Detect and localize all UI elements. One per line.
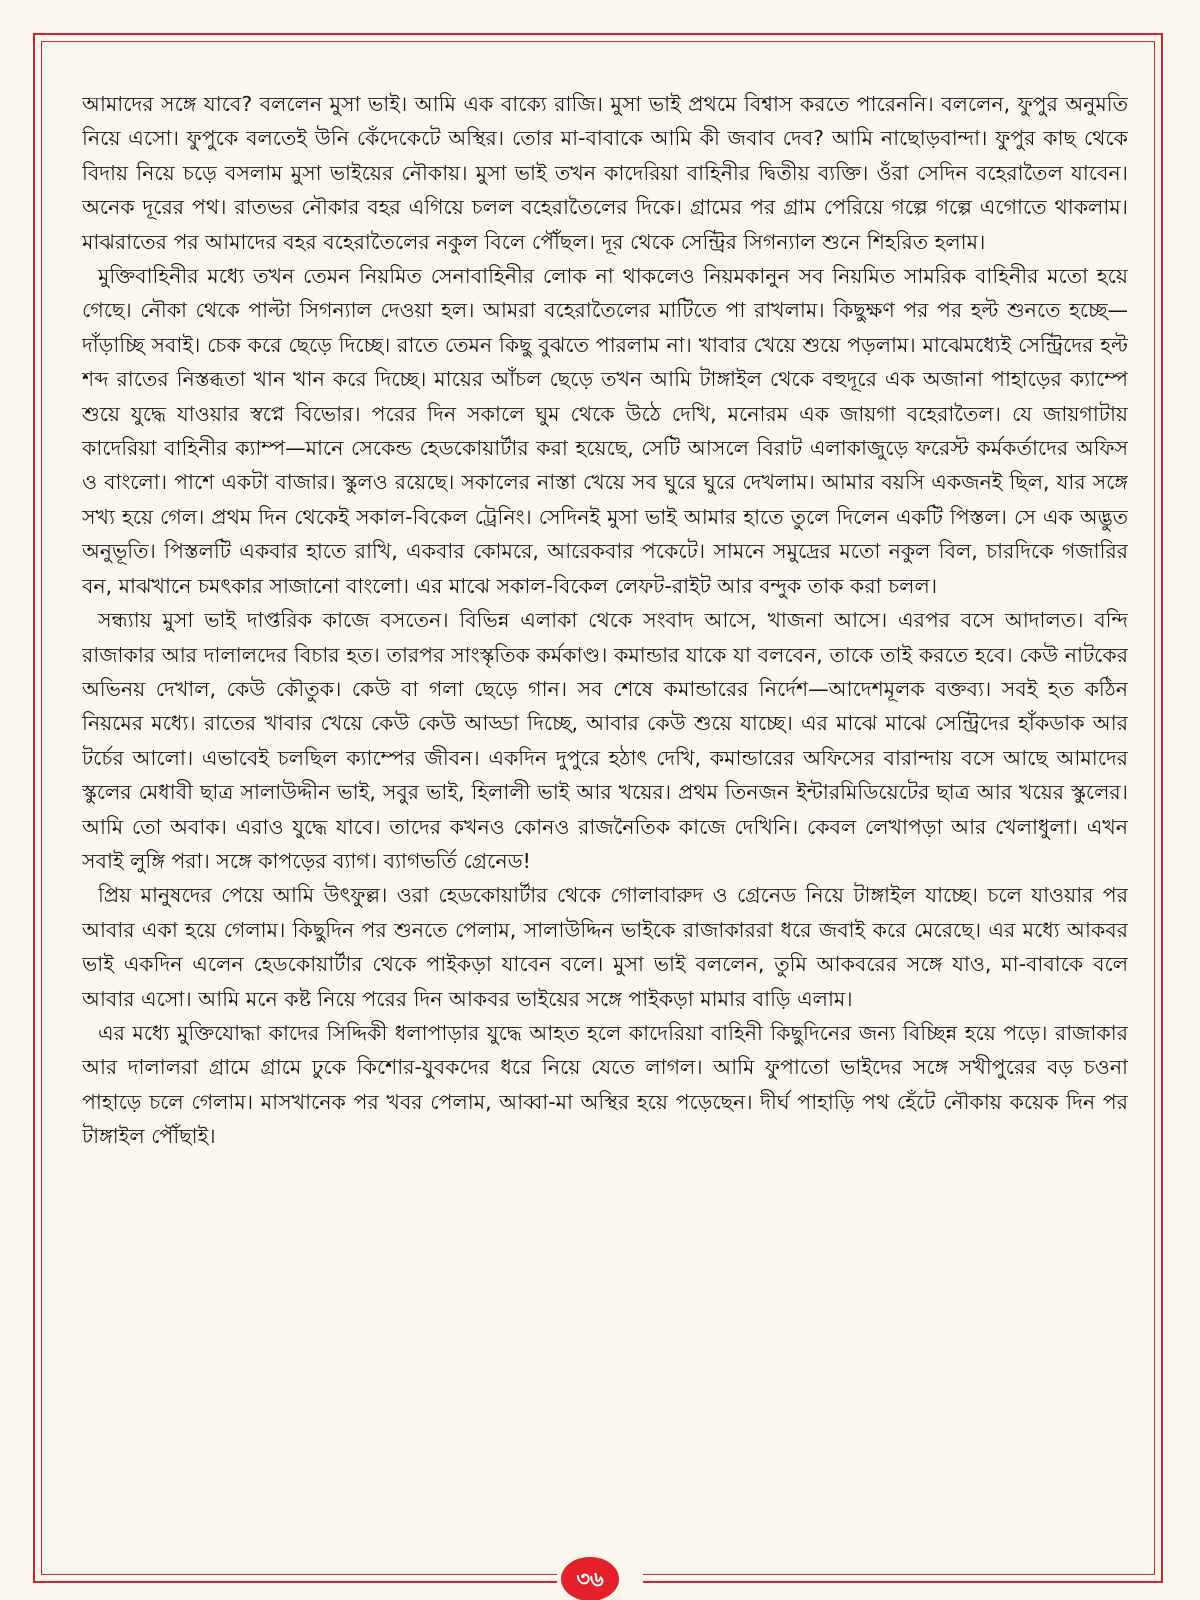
paragraph-3: সন্ধ্যায় মুসা ভাই দাপ্তরিক কাজে বসতেন। বিভিন্ন এলাকা থেকে সংবাদ আসে, খাজনা আসে। এরপর বসে আদালত। বন্দি রাজাকার আর দালালদের বিচার হত। তারপর সাংস্কৃতিক কর্মকাণ্ড। কমান্ডার যাকে যা বলবেন, তাকে তাই করতে হবে। কেউ নাটকের অভিনয় দেখাল, কেউ কৌতুক। কেউ বা গলা ছেড়ে গান। সব শেষে কমান্ডারের নির্দেশ—আদেশমূলক বক্তব্য। সবই হত কঠিন নিয়মের মধ্যে। রাতের খাবার খেয়ে কেউ কেউ আড্ডা দিচ্ছে, আবার কেউ শুয়ে যাচ্ছে। এর মাঝে মাঝে সেন্ট্রিদের হাঁকডাক আর টর্চের আলো। এভাবেই চলছিল ক্যাম্পের জীবন। একদিন দুপুরে হঠাৎ দেখি, কমান্ডারের অফিসের বারান্দায় বসে আছে আমাদের স্কুলের মেধাবী ছাত্র সালাউদ্দীন ভাই, সবুর ভাই, হিলালী ভাই আর খয়ের। প্রথম তিনজন ইন্টারমিডিয়েটের ছাত্র আর খয়ের স্কুলের। আমি তো অবাক। এরাও যুদ্ধে যাবে। তাদের কখনও কোনও রাজনৈতিক কাজে দেখিনি। কেবল লেখাপড়া আর খেলাধুলা। এখন সবাই লুঙ্গি পরা। সঙ্গে কাপড়ের ব্যাগ। ব্যাগভর্তি গ্রেনেড! (82, 608, 1128, 873)
paragraph-5: এর মধ্যে মুক্তিযোদ্ধা কাদের সিদ্দিকী ধলাপাড়ার যুদ্ধে আহত হলে কাদেরিয়া বাহিনী কিছুদিনের জন্য বিচ্ছিন্ন হয়ে পড়ে। রাজাকার আর দালালরা গ্রামে গ্রামে ঢুকে কিশোর-যুবকদের ধরে নিয়ে যেতে লাগল। আমি ফুপাতো ভাইদের সঙ্গে সখীপুরের বড় চওনা পাহাড়ে চলে গেলাম। মাসখানেক পর খবর পেলাম, আব্বা-মা অস্থির হয়ে পড়েছেন। দীর্ঘ পাহাড়ি পথ হেঁটে নৌকায় কয়েক দিন পর টাঙ্গাইল পৌঁছাই। (82, 1020, 1128, 1149)
page-number-badge: ৩৬ (561, 1557, 619, 1600)
paragraph-2: মুক্তিবাহিনীর মধ্যে তখন তেমন নিয়মিত সেনাবাহিনীর লোক না থাকলেও নিয়মকানুন সব নিয়মিত সামরিক বাহিনীর মতো হয়ে গেছে। নৌকা থেকে পাল্টা সিগন্যাল দেওয়া হল। আমরা বহেরাতৈলের মাটিতে পা রাখলাম। কিছুক্ষণ পর পর হল্ট শুনতে হচ্ছে—দাঁড়াচ্ছি সবাই। চেক করে ছেড়ে দিচ্ছে। রাতে তেমন কিছু বুঝতে পারলাম না। খাবার খেয়ে শুয়ে পড়লাম। মাঝেমধ্যেই সেন্ট্রিদের হল্ট শব্দ রাতের নিস্তব্ধতা খান খান করে দিচ্ছে। মায়ের আঁচল ছেড়ে তখন আমি টাঙ্গাইল থেকে বহুদূরে এক অজানা পাহাড়ের ক্যাম্পে শুয়ে যুদ্ধে যাওয়ার স্বপ্নে বিভোর। পরের দিন সকালে ঘুম থেকে উঠে দেখি, মনোরম এক জায়গা বহেরাতৈল। যে জায়গাটায় কাদেরিয়া বাহিনীর ক্যাম্প—মানে সেকেন্ড হেডকোয়ার্টার করা হয়েছে, সেটি আসলে বিরাট এলাকাজুড়ে ফরেস্ট কর্মকর্তাদের অফিস ও বাংলো। পাশে একটা বাজার। স্কুলও রয়েছে। সকালের নাস্তা খেয়ে সব ঘুরে ঘুরে দেখলাম। আমার বয়সি একজনই ছিল, যার সঙ্গে সখ্য হয়ে গেল। প্রথম দিন থেকেই সকাল-বিকেল ট্রেনিং। সেদিনই মুসা ভাই আমার হাতে তুলে দিলেন একটি পিস্তল। সে এক অদ্ভুত অনুভূতি। পিস্তলটি একবার হাতে রাখি, একবার কোমরে, আরেকবার পকেটে। সামনে সমুদ্রের মতো নকুল বিল, চারদিকে গজারির বন, মাঝখানে চমৎকার সাজানো বাংলো। এর মাঝে সকাল-বিকেল লেফট-রাইট আর বন্দুক তাক করা চলল। (82, 264, 1128, 598)
paragraph-4: প্রিয় মানুষদের পেয়ে আমি উৎফুল্ল। ওরা হেডকোয়ার্টার থেকে গোলাবারুদ ও গ্রেনেড নিয়ে টাঙ্গাইল যাচ্ছে। চলে যাওয়ার পর আবার একা হয়ে গেলাম। কিছুদিন পর শুনতে পেলাম, সালাউদ্দিন ভাইকে রাজাকাররা ধরে জবাই করে মেরেছে। এর মধ্যে আকবর ভাই একদিন এলেন হেডকোয়ার্টার থেকে পাইকড়া যাবেন বলে। মুসা ভাই বললেন, তুমি আকবরের সঙ্গে যাও, মা-বাবাকে বলে আবার এসো। আমি মনে কষ্ট নিয়ে পরের দিন আকবর ভাইয়ের সঙ্গে পাইকড়া মামার বাড়ি এলাম। (82, 883, 1128, 1011)
body-text (82, 87, 1128, 1547)
paragraph-1: আমাদের সঙ্গে যাবে? বললেন মুসা ভাই। আমি এক বাক্যে রাজি। মুসা ভাই প্রথমে বিশ্বাস করতে পারেননি। বললেন, ফুপুর অনুমতি নিয়ে এসো। ফুপুকে বলতেই উনি কেঁদেকেটে অস্থির। তোর মা-বাবাকে আমি কী জবাব দেব? আমি নাছোড়বান্দা। ফুপুর কাছ থেকে বিদায় নিয়ে চড়ে বসলাম মুসা ভাইয়ের নৌকায়। মুসা ভাই তখন কাদেরিয়া বাহিনীর দ্বিতীয় ব্যক্তি। ওঁরা সেদিন বহেরাতৈল যাবেন। অনেক দূরের পথ। রাতভর নৌকার বহর এগিয়ে চলল বহেরাতৈলের দিকে। গ্রামের পর গ্রাম পেরিয়ে গল্পে গল্পে এগোতে থাকলাম। মাঝরাতের পর আমাদের বহর বহেরাতৈলের নকুল বিলে পৌঁছল। দূর থেকে সেন্ট্রির সিগন্যাল শুনে শিহরিত হলাম। (82, 92, 1128, 254)
